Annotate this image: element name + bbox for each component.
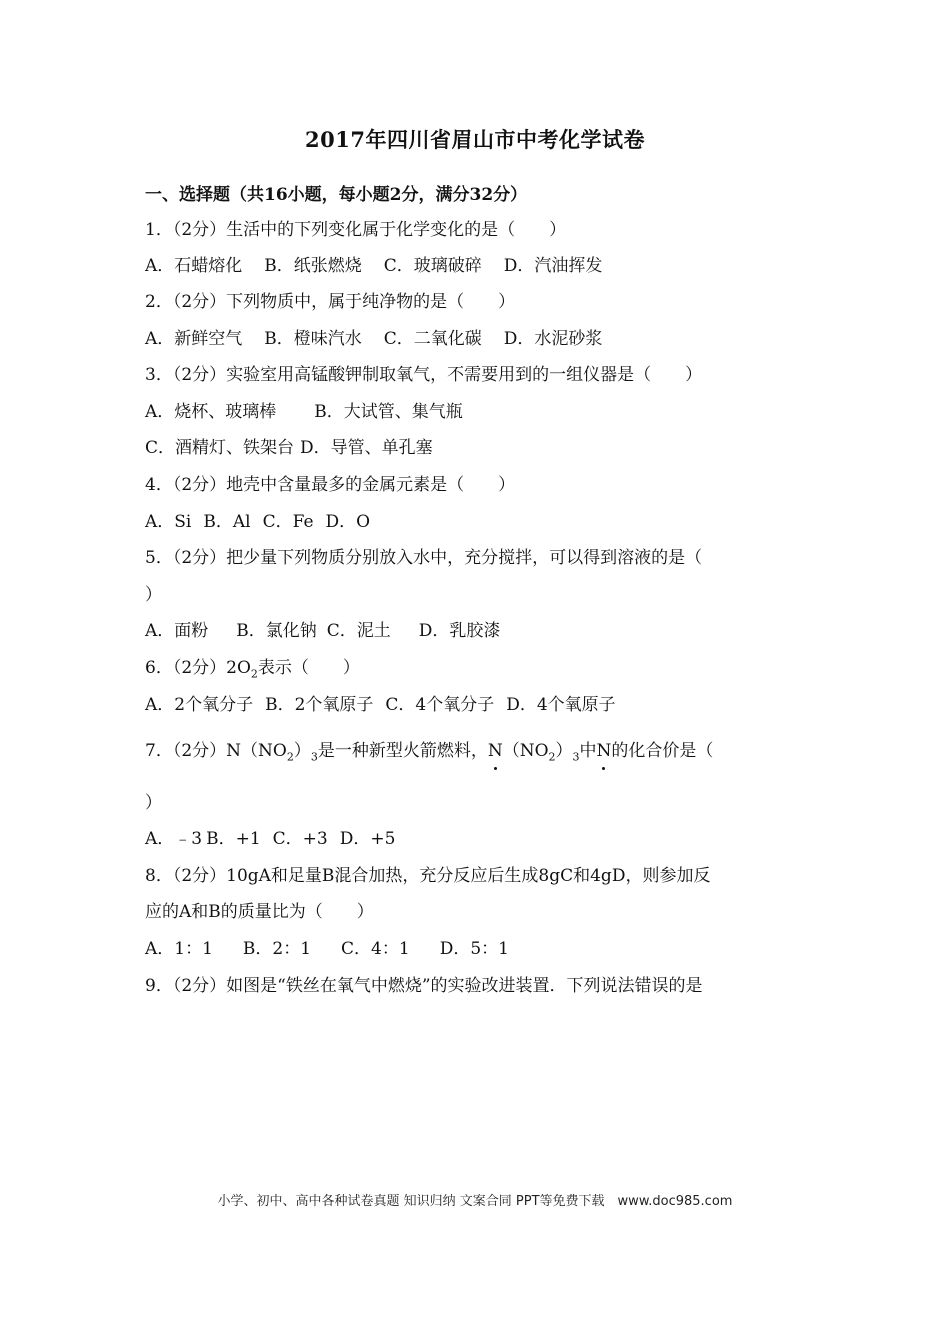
question-2-options — [145, 327, 624, 351]
option-a: A．﹣3 — [145, 829, 203, 849]
footer-text: 小学、初中、高中各种试卷真题 知识归纳 文案合同 PPT等免费下载 www.doc985.com — [217, 1194, 733, 1209]
question-3: 3．（2分）实验室用高锰酸钾制取氧气，不需要用到的一组仪器是（ ） — [145, 365, 703, 385]
option-d: D．5：1 — [439, 939, 509, 959]
question-6: 6．（2分）$2O_2$表示（ ） — [145, 658, 360, 681]
option-c: C．二氧化碳 — [383, 329, 482, 349]
question-8-continued: 应的A和B的质量比为（ ） — [145, 902, 374, 922]
option-a: A．Si — [145, 512, 192, 532]
option-d: D．+5 — [339, 829, 396, 849]
question-5-continued: ） — [145, 585, 162, 605]
option-c: C．酒精灯、铁架台 — [145, 438, 295, 458]
option-b: B．+1 — [206, 829, 261, 849]
question-8-options — [145, 937, 531, 961]
question-5-options — [145, 619, 522, 643]
option-b: B．纸张燃烧 — [264, 256, 362, 276]
option-a: A．面粉 — [145, 621, 209, 641]
question-9: 9．（2分）如图是“铁丝在氧气中燃烧”的实验改进装置．下列说法错误的是 — [145, 976, 703, 996]
option-a: A．1：1 — [145, 939, 213, 959]
page-title: 2017年四川省眉山市中考化学试卷 — [305, 127, 645, 152]
option-d: D．乳胶漆 — [418, 621, 501, 641]
option-c: C．4个氧分子 — [385, 695, 495, 715]
emphasis-n: N — [487, 741, 503, 761]
section-heading: 一、选择题（共16小题，每小题2分，满分32分） — [145, 185, 528, 205]
question-1: 1．（2分）生活中的下列变化属于化学变化的是（ ） — [145, 220, 567, 240]
option-d: D．汽油挥发 — [503, 256, 603, 276]
option-c: C．玻璃破碎 — [383, 256, 482, 276]
option-d: D．导管、单孔塞 — [300, 438, 433, 458]
option-b: B．2：1 — [242, 939, 312, 959]
option-c: C．4：1 — [341, 939, 410, 959]
option-b: B．氯化钠 — [236, 621, 317, 641]
option-d: D．O — [325, 512, 371, 532]
option-b: B．橙味汽水 — [264, 329, 362, 349]
question-4: 4．（2分）地壳中含量最多的金属元素是（ ） — [145, 475, 516, 495]
option-b: B．2个氧原子 — [265, 695, 374, 715]
question-2: 2．（2分）下列物质中，属于纯净物的是（ ） — [145, 292, 516, 312]
option-d: D．4个氧原子 — [506, 695, 616, 715]
question-1-options — [145, 254, 624, 278]
question-8: 8．（2分）10gA和足量B混合加热，充分反应后生成8gC和4gD，则参加反 — [145, 866, 711, 886]
question-7-continued: ） — [145, 793, 162, 813]
option-b: B．Al — [203, 512, 251, 532]
question-5: 5．（2分）把少量下列物质分别放入水中，充分搅拌，可以得到溶液的是（ — [145, 548, 703, 568]
option-a: A．2个氧分子 — [145, 695, 254, 715]
question-4-options — [145, 510, 392, 534]
question-7-options — [145, 827, 417, 851]
option-b: B．大试管、集气瓶 — [314, 402, 463, 422]
option-d: D．水泥砂浆 — [503, 329, 603, 349]
question-3-options-row1 — [145, 400, 485, 424]
option-c: C．泥土 — [326, 621, 391, 641]
option-a: A．石蜡熔化 — [145, 256, 243, 276]
option-c: C．+3 — [272, 829, 328, 849]
option-c: C．Fe — [262, 512, 314, 532]
question-7: 7．（2分）$N(NO_2)_3$是一种新型火箭燃料，$N(NO_2)_3$中N的化合价是（ — [145, 741, 714, 764]
option-a: A．烧杯、玻璃棒 — [145, 402, 277, 422]
question-3-options-row2 — [145, 436, 455, 460]
option-a: A．新鲜空气 — [145, 329, 243, 349]
question-6-options — [145, 693, 638, 717]
emphasis-n: N — [596, 741, 612, 761]
